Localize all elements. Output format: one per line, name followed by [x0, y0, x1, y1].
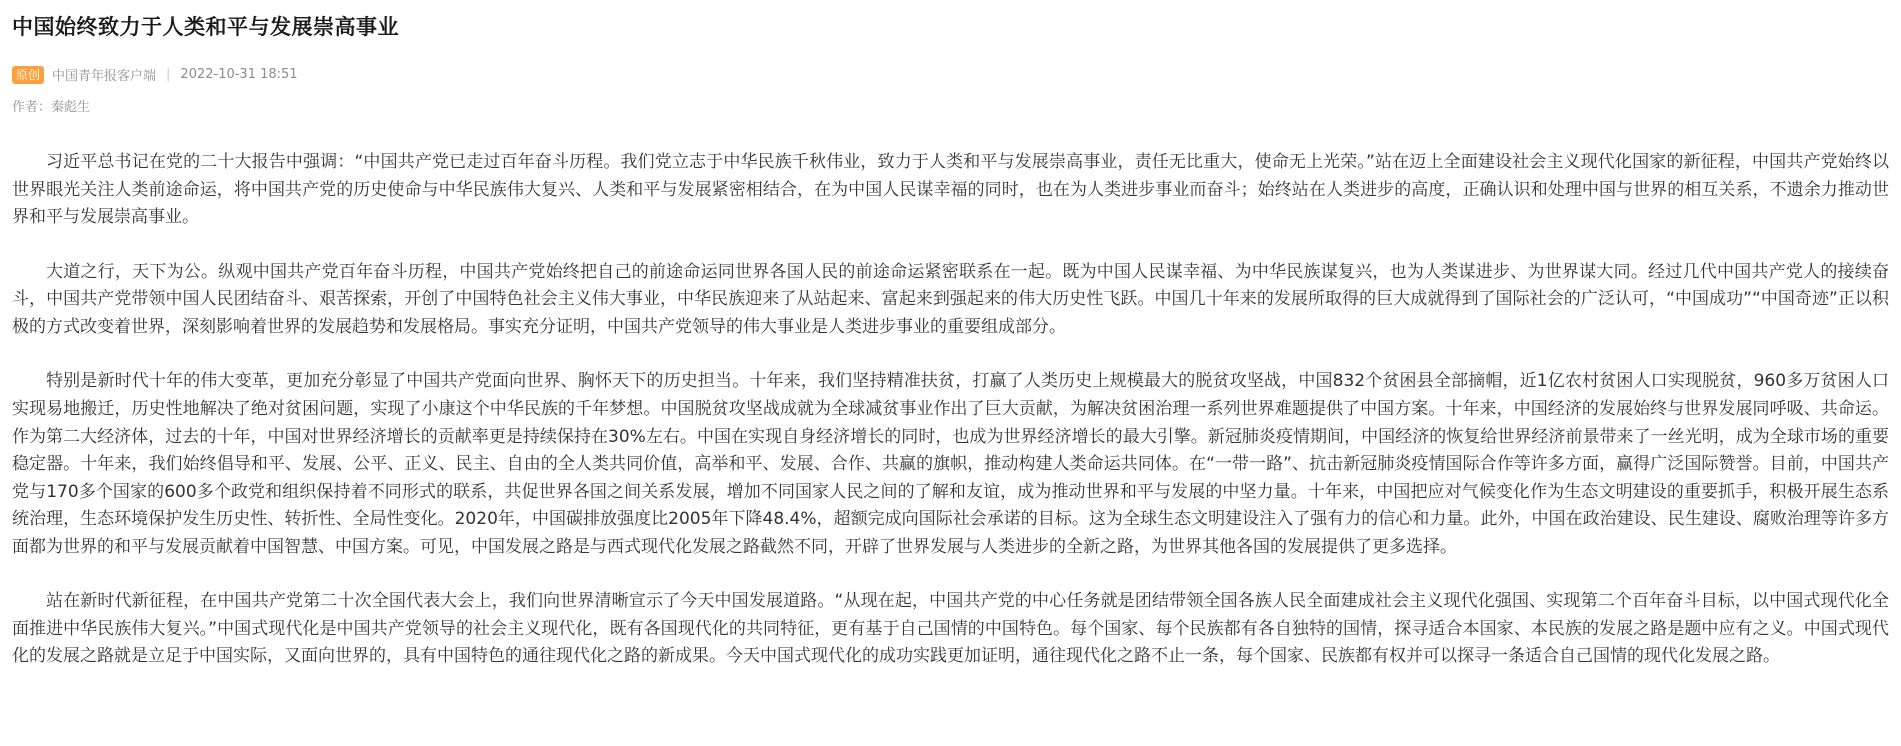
author-label: 作者：	[12, 100, 52, 116]
author-name: 秦彪生	[51, 100, 91, 116]
article-paragraph: 特别是新时代十年的伟大变革，更加充分彰显了中国共产党面向世界、胸怀天下的历史担当。十年来，我们坚持精准扶贫，打赢了人类历史上规模最大的脱贫攻坚战，中国832个贫困县全部摘帽，近1亿农村贫困人口实现脱贫，960多万贫困人口实现易地搬迁，历史性地解决了绝对贫困问题，实现了小康这个中华民族的千年梦想。中国脱贫攻坚战成就为全球减贫事业作出了巨大贡献，为解决贫困治理一系列世界难题提供了中国方案。十年来，中国经济的发展始终与世界发展同呼吸、共命运。作为第二大经济体，过去的十年，中国对世界经济增长的贡献率更是持续保持在30%左右。中国在实现自身经济增长的同时，也成为世界经济增长的最大引擎。新冠肺炎疫情期间，中国经济的恢复给世界经济前景带来了一丝光明，成为全球市场的重要稳定器。十年来，我们始终倡导和平、发展、公平、正义、民主、自由的全人类共同价值，高举和平、发展、合作、共赢的旗帜，推动构建人类命运共同体。在“一带一路”、抗击新冠肺炎疫情国际合作等许多方面，赢得广泛国际赞誉。目前，中国共产党与170多个国家的600多个政党和组织保持着不同形式的联系，共促世界各国之间关系发展，增加不同国家人民之间的了解和友谊，成为推动世界和平与发展的中坚力量。十年来，中国把应对气候变化作为生态文明建设的重要抓手，积极开展生态系统治理，生态环境保护发生历史性、转折性、全局性变化。2020年，中国碳排放强度比2005年下降48.4%，超额完成向国际社会承诺的目标。这为全球生态文明建设注入了强有力的信心和力量。此外，中国在政治建设、民生建设、腐败治理等许多方面都为世界的和平与发展贡献着中国智慧、中国方案。可见，中国发展之路是与西式现代化发展之路截然不同，开辟了世界发展与人类进步的全新之路，为世界其他各国的发展提供了更多选择。	[12, 371, 1889, 557]
article-title: 中国始终致力于人类和平与发展崇高事业	[12, 15, 399, 39]
article-paragraph: 站在新时代新征程，在中国共产党第二十次全国代表大会上，我们向世界清晰宣示了今天中国发展道路。“从现在起，中国共产党的中心任务就是团结带领全国各族人民全面建成社会主义现代化强国、实现第二个百年奋斗目标，以中国式现代化全面推进中华民族伟大复兴。”中国式现代化是中国共产党领导的社会主义现代化，既有各国现代化的共同特征，更有基于自己国情的中国特色。每个国家、每个民族都有各自独特的国情，探寻适合本国家、本民族的发展之路是题中应有之义。中国式现代化的发展之路就是立足于中国实际，又面向世界的，具有中国特色的通往现代化之路的新成果。今天中国式现代化的成功实践更加证明，通往现代化之路不止一条，每个国家、民族都有权并可以探寻一条适合自己国情的现代化发展之路。	[12, 591, 1889, 667]
byline	[12, 96, 1889, 115]
original-badge: 原创	[12, 66, 44, 84]
publish-datetime: 2022-10-31 18:51	[180, 67, 298, 83]
article-body	[12, 149, 1889, 671]
article-paragraph: 大道之行，天下为公。纵观中国共产党百年奋斗历程，中国共产党始终把自己的前途命运同世界各国人民的前途命运紧密联系在一起。既为中国人民谋幸福、为中华民族谋复兴，也为人类谋进步、为世界谋大同。经过几代中国共产党人的接续奋斗，中国共产党带领中国人民团结奋斗、艰苦探索，开创了中国特色社会主义伟大事业，中华民族迎来了从站起来、富起来到强起来的伟大历史性飞跃。中国几十年来的发展所取得的巨大成就得到了国际社会的广泛认可，“中国成功”“中国奇迹”正以积极的方式改变着世界，深刻影响着世界的发展趋势和发展格局。事实充分证明，中国共产党领导的伟大事业是人类进步事业的重要组成部分。	[12, 261, 1889, 337]
meta-separator: |	[166, 67, 171, 83]
article-paragraph: 习近平总书记在党的二十大报告中强调：“中国共产党已走过百年奋斗历程。我们党立志于中华民族千秋伟业，致力于人类和平与发展崇高事业，责任无比重大，使命无上光荣。”站在迈上全面建设社会主义现代化国家的新征程，中国共产党始终以世界眼光关注人类前途命运，将中国共产党的历史使命与中华民族伟大复兴、人类和平与发展紧密相结合，在为中国人民谋幸福的同时，也在为人类进步事业而奋斗；始终站在人类进步的高度，正确认识和处理中国与世界的相互关系，不遗余力推动世界和平与发展崇高事业。	[12, 152, 1889, 228]
source-name: 中国青年报客户端	[52, 69, 157, 85]
article-meta	[12, 65, 1889, 84]
